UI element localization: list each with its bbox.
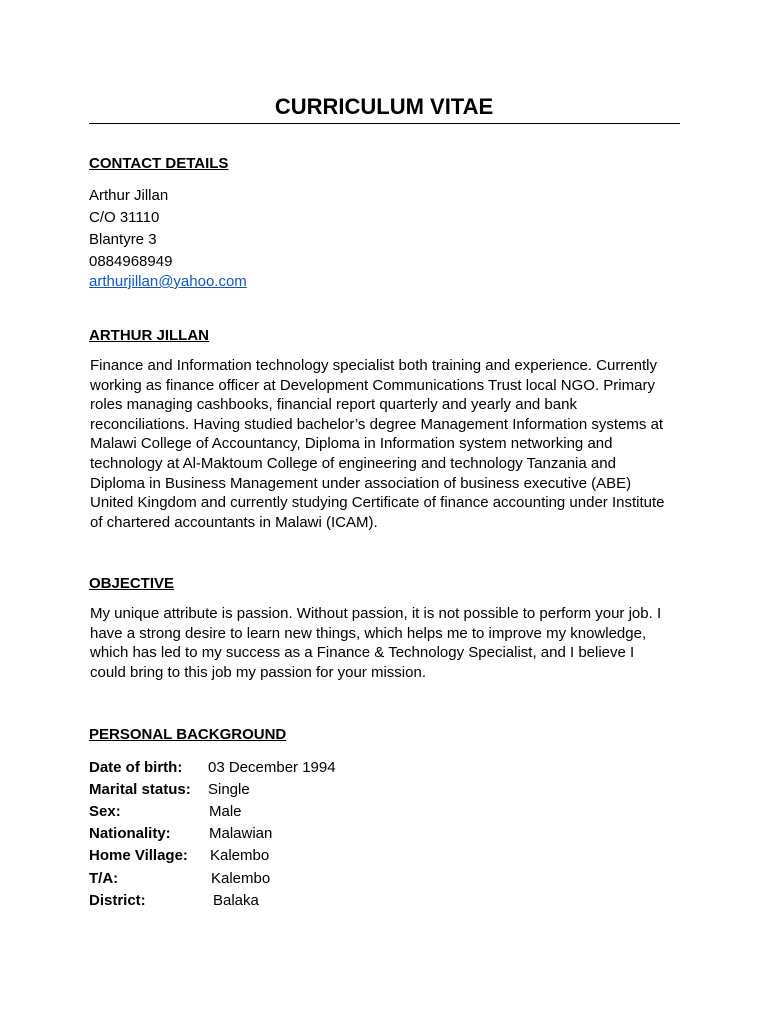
profile-line: working as finance officer at Development Communications Trust local NGO. Primary [90,376,655,394]
contact-phone: 0884968949 [89,253,173,270]
objective-heading: OBJECTIVE [89,575,175,592]
personal-value: Balaka [213,892,259,909]
objective-line: could bring to this job my passion for your mission. [90,663,426,681]
personal-label: Marital status: [89,781,191,798]
contact-name: Arthur Jillan [89,187,169,204]
personal-label: Home Village: [89,847,188,864]
profile-line: technology at Al-Maktoum College of engineering and technology Tanzania and [90,454,616,472]
profile-line: Malawi College of Accountancy, Diploma in Information system networking and [90,435,613,453]
personal-label: T/A: [89,870,119,887]
personal-label: Date of birth: [89,759,183,776]
personal-label: District: [89,892,146,909]
profile-line: Finance and Information technology specialist both training and experience. Currently [90,357,657,374]
objective-line: which has led to my success as a Finance & Technology Specialist, and I believe I [90,644,635,662]
profile-line: reconciliations. Having studied bachelor’s degree Management Information systems at [90,415,664,433]
personal-label: Nationality: [89,825,171,842]
personal-value: Kalembo [210,847,270,864]
personal-value: Malawian [209,825,273,842]
personal-value: Single [208,781,250,798]
personal-value: 03 December 1994 [208,759,336,776]
profile-heading: ARTHUR JILLAN [89,327,209,344]
profile-line: Diploma in Business Management under association of business executive (ABE) [90,474,632,492]
contact-address-line2: Blantyre 3 [89,231,157,248]
personal-value: Male [209,803,242,820]
profile-paragraph [90,356,680,532]
contact-email-link[interactable]: arthurjillan@yahoo.com [89,273,247,290]
title-divider [89,123,680,124]
personal-background-heading: PERSONAL BACKGROUND [89,726,287,743]
personal-label: Sex: [89,803,121,820]
objective-line: My unique attribute is passion. Without passion, it is not possible to perform your job. I [90,605,662,622]
objective-line: have a strong desire to learn new things, which helps me to improve my knowledge, [90,624,647,642]
contact-details-heading: CONTACT DETAILS [89,155,229,172]
objective-paragraph [90,604,680,682]
profile-line: of chartered accountants in Malawi (ICAM). [90,513,378,531]
profile-line: roles managing cashbooks, financial report quarterly and yearly and bank [90,396,577,414]
document-title: CURRICULUM VITAE [274,94,494,119]
contact-address-line1: C/O 31110 [89,209,160,226]
profile-line: United Kingdom and currently studying Certificate of finance accounting under Institute [90,494,665,512]
personal-value: Kalembo [211,870,271,887]
